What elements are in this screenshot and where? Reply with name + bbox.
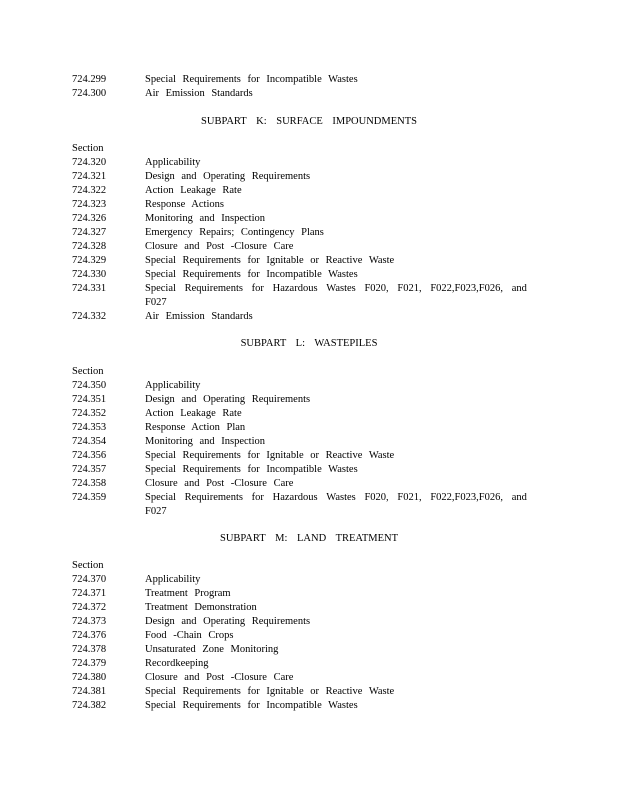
section-title: Monitoring and Inspection (145, 213, 265, 224)
word: F021, (397, 283, 422, 294)
justified-line (145, 491, 527, 505)
section-number: 724.328 (72, 241, 107, 252)
list-item (72, 657, 532, 671)
list-item (72, 198, 532, 212)
section-title: Special Requirements for Incompatible Wastes (145, 269, 358, 280)
section-number: 724.351 (72, 394, 107, 405)
list-item (72, 184, 532, 198)
section-number: 724.320 (72, 157, 107, 168)
section-title: Special Requirements for Incompatible Wastes (145, 700, 358, 711)
section-number: 724.358 (72, 478, 107, 489)
list-item (72, 87, 532, 101)
section-title: Recordkeeping (145, 658, 209, 669)
word: Special (145, 283, 176, 294)
section-title: Closure and Post -Closure Care (145, 241, 294, 252)
word: for (251, 492, 264, 503)
word: Wastes (326, 283, 356, 294)
subpart-k-list (72, 142, 532, 324)
list-item (72, 240, 532, 254)
section-title: Design and Operating Requirements (145, 394, 311, 405)
list-item (72, 268, 532, 282)
section-label: Section (72, 143, 104, 154)
list-item (72, 685, 532, 699)
section-title: Action Leakage Rate (145, 408, 242, 419)
continuation-line: F027 (145, 506, 167, 517)
justified-line (145, 282, 527, 296)
section-number: 724.356 (72, 450, 107, 461)
section-number: 724.379 (72, 658, 107, 669)
section-number: 724.331 (72, 283, 107, 294)
word: and (511, 492, 527, 503)
section-number: 724.370 (72, 574, 107, 585)
section-number: 724.330 (72, 269, 107, 280)
list-item (72, 379, 532, 393)
section-label: Section (72, 560, 104, 571)
list-item (72, 170, 532, 184)
subpart-k-heading: SUBPART K: SURFACE IMPOUNDMENTS (201, 116, 417, 127)
list-item (72, 435, 532, 449)
section-number: 724.354 (72, 436, 107, 447)
section-title: Applicability (145, 574, 201, 585)
section-title: Applicability (145, 380, 201, 391)
section-title: Air Emission Standards (145, 88, 253, 99)
section-number: 724.299 (72, 74, 107, 85)
section-number: 724.322 (72, 185, 107, 196)
section-title: Action Leakage Rate (145, 185, 242, 196)
list-item (72, 449, 532, 463)
list-item (72, 601, 532, 615)
section-title: Unsaturated Zone Monitoring (145, 644, 279, 655)
section-title: Design and Operating Requirements (145, 171, 311, 182)
word: F022,F023,F026, (430, 492, 503, 503)
subpart-l-list (72, 365, 532, 519)
list-item (72, 73, 532, 87)
list-item (72, 282, 532, 310)
section-number: 724.381 (72, 686, 107, 697)
section-title: Closure and Post -Closure Care (145, 672, 294, 683)
section-number: 724.353 (72, 422, 107, 433)
section-number: 724.373 (72, 616, 107, 627)
subpart-m-heading: SUBPART M: LAND TREATMENT (220, 533, 398, 544)
word: Requirements (184, 283, 243, 294)
list-item (72, 407, 532, 421)
section-number: 724.332 (72, 311, 107, 322)
list-item (72, 226, 532, 240)
top-entries (72, 73, 532, 101)
list-item (72, 671, 532, 685)
section-number: 724.326 (72, 213, 107, 224)
list-item (72, 643, 532, 657)
word: Requirements (184, 492, 243, 503)
word: Hazardous (272, 492, 318, 503)
list-item (72, 491, 532, 519)
word: Wastes (326, 492, 356, 503)
subpart-m-list (72, 559, 532, 713)
list-item (72, 573, 532, 587)
section-label: Section (72, 366, 104, 377)
section-title: Special Requirements for Ignitable or Reactive Waste (145, 686, 395, 697)
list-item (72, 587, 532, 601)
section-title: Response Action Plan (145, 422, 246, 433)
section-number: 724.323 (72, 199, 107, 210)
section-number: 724.321 (72, 171, 107, 182)
section-title: Air Emission Standards (145, 311, 253, 322)
list-item (72, 393, 532, 407)
list-item (72, 629, 532, 643)
section-title: Special Requirements for Incompatible Wastes (145, 464, 358, 475)
word: F020, (364, 283, 389, 294)
list-item (72, 212, 532, 226)
section-title: Food -Chain Crops (145, 630, 234, 641)
section-number: 724.376 (72, 630, 107, 641)
list-item (72, 699, 532, 713)
section-title (145, 282, 527, 310)
section-number: 724.380 (72, 672, 107, 683)
section-title: Special Requirements for Incompatible Wastes (145, 74, 358, 85)
subpart-l-heading: SUBPART L: WASTEPILES (240, 338, 378, 349)
section-title: Applicability (145, 157, 201, 168)
word: F020, (364, 492, 389, 503)
section-number: 724.357 (72, 464, 107, 475)
section-title: Design and Operating Requirements (145, 616, 311, 627)
section-title: Monitoring and Inspection (145, 436, 265, 447)
list-item (72, 477, 532, 491)
word: Special (145, 492, 176, 503)
section-title (145, 491, 527, 519)
section-title: Treatment Program (145, 588, 231, 599)
section-title: Special Requirements for Ignitable or Reactive Waste (145, 255, 395, 266)
list-item (72, 310, 532, 324)
section-number: 724.300 (72, 88, 107, 99)
section-number: 724.371 (72, 588, 107, 599)
section-number: 724.327 (72, 227, 107, 238)
section-number: 724.382 (72, 700, 107, 711)
word: Hazardous (272, 283, 318, 294)
list-item (72, 615, 532, 629)
section-number: 724.350 (72, 380, 107, 391)
word: and (511, 283, 527, 294)
list-item (72, 421, 532, 435)
word: F022,F023,F026, (430, 283, 503, 294)
section-number: 724.372 (72, 602, 107, 613)
section-title: Closure and Post -Closure Care (145, 478, 294, 489)
word: F021, (397, 492, 422, 503)
section-title: Treatment Demonstration (145, 602, 257, 613)
section-title: Response Actions (145, 199, 224, 210)
list-item (72, 463, 532, 477)
section-number: 724.378 (72, 644, 107, 655)
section-number: 724.329 (72, 255, 107, 266)
continuation-line: F027 (145, 297, 167, 308)
list-item (72, 156, 532, 170)
list-item (72, 254, 532, 268)
word: for (251, 283, 264, 294)
section-number: 724.359 (72, 492, 107, 503)
section-title: Emergency Repairs; Contingency Plans (145, 227, 324, 238)
section-title: Special Requirements for Ignitable or Reactive Waste (145, 450, 395, 461)
section-number: 724.352 (72, 408, 107, 419)
